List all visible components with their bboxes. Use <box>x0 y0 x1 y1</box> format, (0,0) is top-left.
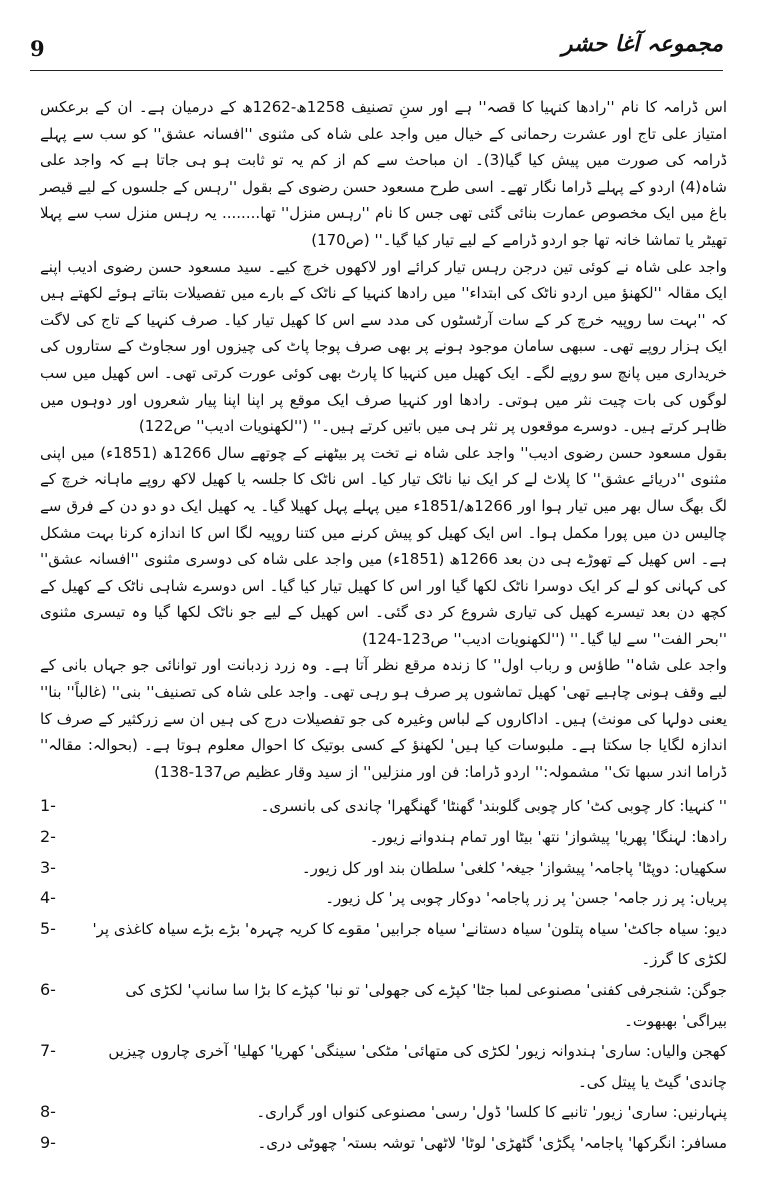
list-item <box>40 853 727 884</box>
list-number: 5- <box>40 918 56 938</box>
list-item <box>40 914 727 975</box>
paragraph: بقول مسعود حسن رضوی ادیب'' واجد علی شاہ نے تخت پر بیٹھنے کے چوتھے سال 1266ھ (1851ء) میں اپنی مثنوی ''دریائے عشق'' کا پلاٹ لے کر ایک نیا ناٹک تیار کیا۔ اس ناٹک کا جلسہ یا کھیل لاکھ روپے ماہانہ خرچ کے لگ بھگ سال بھر میں تیار ہوا اور 1266ھ/1851ء میں پہلے پہل کھیلا گیا۔ یہ کھیل ایک دو دو دن کے فرق سے چالیس دن میں پورا مکمل ہوا۔ اس ایک کھیل کو پیش کرنے میں کتنا روپیہ لگا اس کا اندازہ کرنا بہت مشکل ہے۔ اس کھیل کے تھوڑے ہی دن بعد 1266ھ (1851ء) میں واجد علی شاہ کی دوسری مثنوی ''افسانہ عشق'' کی کہانی کو لے کر ایک دوسرا ناٹک لکھا گیا اور اس کا کھیل تیار کیا گیا۔ اس دوسرے شاہی ناٹک کے کھیل کے کچھ دن بعد تیسرے کھیل کی تیاری شروع کر دی گئی۔ اس کھیل کے لیے جو ناٹک لکھا گیا وہ تیسری مثنوی ''بحر الفت'' سے لیا گیا۔'' (''لکھنویات ادیب'' ص123-124) <box>40 443 728 648</box>
list-number: 3- <box>40 857 56 877</box>
list-text: پنہارنیں: ساری' زیور' تانبے کا کلسا' ڈول' رسی' مصنوعی کنواں اور گراری۔ <box>256 1103 727 1122</box>
list-item <box>40 1097 727 1128</box>
list-text: دیو: سیاہ جاکٹ' سیاہ پتلون' سیاہ دستانے' سیاہ جرابیں' مقوے کا کریہ چہرہ' بڑے بڑے سیاہ کاغذی پر' لکڑی کا گرز۔ <box>92 919 727 969</box>
page-number: 9 <box>30 36 45 61</box>
paragraph: واجد علی شاہ'' طاؤس و رباب اول'' کا زندہ مرقع نظر آتا ہے۔ وہ زرد زدبانت اور توانائی جو جہاں بانی کے لیے وقف ہونی چاہیے تھی' کھیل تماشوں پر صرف ہو رہی تھی۔ واجد علی شاہ کی تصنیف'' بنی'' (غالباً'' بنا'' یعنی دولہا کی مونث) ہیں۔ اداکاروں کے لباس وغیرہ کی جو تفصیلات درج کی ہیں ان سے زرکثیر کے صرف کا اندازہ لگایا جا سکتا ہے۔ ملبوسات کیا ہیں' لکھنؤ کے کسی بوتیک کا احوال معلوم ہوتا ہے۔ (بحوالہ: مقالہ'' ڈراما اندر سبھا تک'' مشمولہ:'' اردو ڈراما: فن اور منزلیں'' از سید وقار عظیم ص137-138) <box>40 656 727 781</box>
list-item <box>40 1036 727 1097</box>
list-text: '' کنہیا: کار چوبی کٹ' کار چوبی گلوبند' گھنٹا' گھنگھرا' چاندی کی بانسری۔ <box>260 797 727 816</box>
body-text <box>40 94 727 1159</box>
running-title: مجموعہ آغا حشر <box>561 32 723 57</box>
list-item <box>40 883 727 914</box>
page-header <box>30 24 723 74</box>
list-item <box>40 1128 727 1159</box>
list-number: 8- <box>40 1102 56 1122</box>
header-divider <box>30 70 723 71</box>
list-text: پریاں: پر زر جامہ' جسن' پر زر پاجامہ' دوکار چوبی پر' کل زیور۔ <box>325 889 727 908</box>
list-number: 6- <box>40 980 56 999</box>
list-text: مسافر: انگرکھا' پاجامہ' پگڑی' گٹھڑی' لوٹا' لاٹھی' توشہ بستہ' چھوٹی دری۔ <box>257 1133 727 1152</box>
list-item <box>40 975 727 1036</box>
list-text: سکھیاں: دوپٹا' پاجامہ' پیشواز' جیغہ' کلغی' سلطان بند اور کل زیور۔ <box>301 858 727 877</box>
costume-list <box>40 791 727 1158</box>
list-number: 2- <box>40 827 56 847</box>
paragraph: اس ڈرامہ کا نام ''رادھا کنہیا کا قصہ'' ہے اور سنِ تصنیف 1258ھ-1262ھ کے درمیان ہے۔ ان کے برعکس امتیاز علی تاج اور عشرت رحمانی کے خیال میں واجد علی شاہ کی مثنوی ''افسانہ عشق'' کو سب سے پہلے ڈرامہ کی صورت میں پیش کیا گیا(3)۔ ان مباحث سے کم از کم یہ تو ثابت ہو ہی جاتا ہے کہ واجد علی شاہ(4) اردو کے پہلے ڈراما نگار تھے۔ اسی طرح مسعود حسن رضوی کے بقول ''رہس کے جلسوں کے لیے قیصر باغ میں ایک مخصوص عمارت بنائی گئی تھی جس کا نام ''رہس منزل'' تھا........ یہ رہس منزل سب سے پہلا تھیٹر یا تماشا خانہ تھا جو اردو ڈرامے کے لیے تیار کیا گیا۔'' (ص170) <box>40 98 728 249</box>
list-number: 4- <box>40 888 56 908</box>
list-number: 1- <box>40 796 56 816</box>
list-text: جوگن: شنجرفی کفنی' مصنوعی لمبا جٹا' کپڑے کی جھولی' تو نبا' کپڑے کا بڑا سا سانپ' لکڑی کی بیراگی' بھبھوت۔ <box>125 981 727 1030</box>
list-number: 7- <box>40 1041 56 1061</box>
list-text: رادھا: لہنگا' پھریا' پیشواز' نتھ' بیٹا اور تمام ہندوانے زیور۔ <box>369 828 727 847</box>
list-item <box>40 791 727 822</box>
paragraph: واجد علی شاہ نے کوئی تین درجن رہس تیار کرائے اور لاکھوں خرچ کیے۔ سید مسعود حسن رضوی ادیب اپنے ایک مقالہ ''لکھنؤ میں اردو ناٹک کی ابتداء'' میں رادھا کنہیا کے ناٹک کے بارے میں تفصیلات بتاتے ہوئے لکھتے ہیں کہ ''بہت سا روپیہ خرچ کر کے سات آرٹسٹوں کی مدد سے اس کا کھیل تیار کیا۔ صرف کنہیا کے تاج کی لاگت ایک ہزار روپے تھی۔ سبھی سامان موجود ہونے پر بھی صرف پوجا پاٹ کی چیزوں اور سجاوٹ کے ستاروں کی خریداری میں پانچ سو روپے لگے۔ ایک کھیل میں کنہیا کا پارٹ بھی کوئی عورت کرتی تھی۔ اس کھیل میں سب لوگوں کی بات چیت نثر میں ہوتی۔ رادھا اور کنہیا صرف ایک موقع پر اپنا اپنا پیار شعروں اور دوہوں میں ظاہر کرتے ہیں۔ دوسرے موقعوں پر نثر ہی میں باتیں کرتے ہیں۔'' (''لکھنویات ادیب'' ص122) <box>40 257 727 436</box>
list-number: 9- <box>40 1132 56 1152</box>
list-text: کھجن والیاں: ساری' ہندوانہ زیور' لکڑی کی متھائی' مٹکی' سینگی' کھریا' کھلیا' آخری چاروں چیزیں چاندی' گیٹ یا پیتل کی۔ <box>108 1042 727 1091</box>
list-item <box>40 822 727 853</box>
